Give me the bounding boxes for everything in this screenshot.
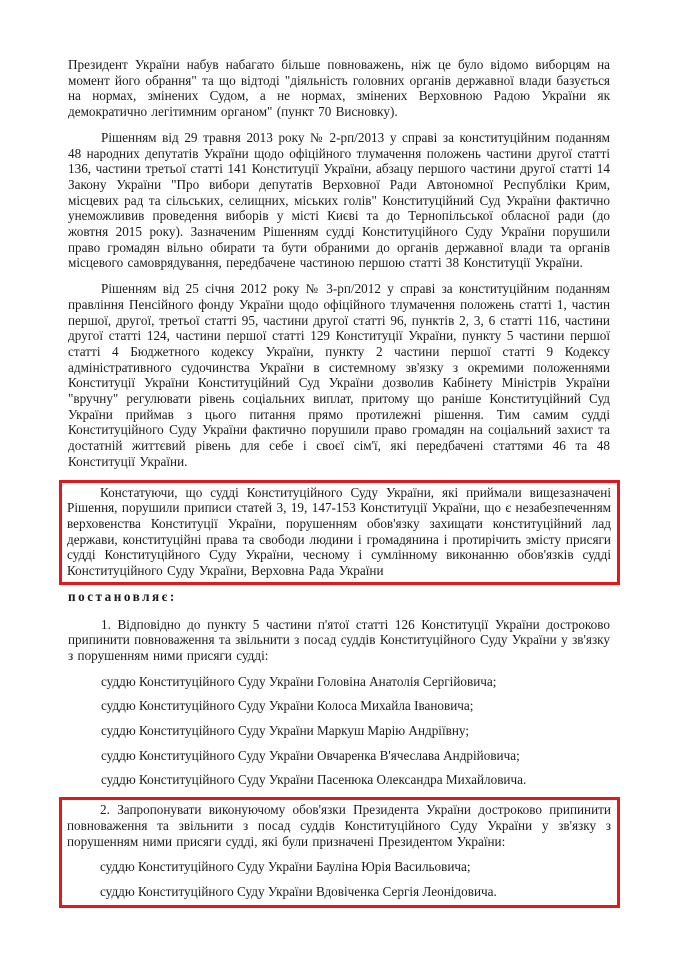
statement-paragraph: Констатуючи, що судді Конституційного Суду України, які приймали вищезазначені Рішення, порушили приписи статей 3, 19, 147-153 Конституції України, що є незабезпеченням верховенства Конституції України, порушенням обов'язку захищати конституційний лад держави, конституційні права та свободи людини і громадянина і протирічить змісту присяги судді Конституційного Суду України, чесному і сумлінному виконанню обов'язків судді Конституційного Суду України, Верховна Рада України bbox=[67, 484, 611, 579]
highlight-box-statement bbox=[59, 480, 620, 585]
resolution-item-1: 1. Відповідно до пункту 5 частини п'ятої статті 126 Конституції України достроково припинити повноваження та звільнити з посад суддів Конституційного Суду України у зв'язку з порушенням ними присяги судді: bbox=[68, 616, 610, 663]
decree-word: постановляє: bbox=[68, 588, 177, 604]
judge-line-markush: суддю Конституційного Суду України Маркуш Марію Андріївну; bbox=[101, 723, 469, 739]
judge-line-baulin: суддю Конституційного Суду України Бауліна Юрія Васильовича; bbox=[100, 859, 471, 875]
judge-line-paseniuk: суддю Конституційного Суду України Пасенюка Олександра Михайловича. bbox=[101, 772, 527, 788]
judge-line-ovcharenko: суддю Конституційного Суду України Овчаренка В'ячеслава Андрійовича; bbox=[101, 747, 520, 763]
intro-paragraph: Президент України набув набагато більше повноважень, ніж це було відомо виборцям на момент його обрання" та що відтоді "діяльність головних органів державної влади базується на нормах, змінених Судом, а не нормах, змінених Верховною Радою України як демократично легітимним органом" (пункт 70 Висновку). bbox=[68, 57, 610, 120]
decision-2012-paragraph: Рішенням від 25 січня 2012 року № 3-рп/2012 у справі за конституційним поданням правління Пенсійного фонду України щодо офіційного тлумачення положень статті 1, частин першої, другої, третьої статті 95, частини другої статті 96, пунктів 2, 3, 6 статті 116, частини другої статті 124, частини першої статті 129 Конституції України, пункту 5 частини першої статті 4 Бюджетного кодексу України, пункту 2 частини першої статті 9 Кодексу адміністративного судочинства України в системному зв'язку з окремими положеннями Конституції України Конституційний Суд України дозволив Кабінету Міністрів України "вручну" регулювати рівень соціальних виплат, притому що раніше Конституційний Суд України приймав з цього питання прямо протилежні рішення. Тим самим судді Конституційного Суду України фактично порушили право громадян на соціальний захист та достатній життєвий рівень для себе і своєї сім'ї, які передбачені статтями 46 та 48 Конституції України. bbox=[68, 281, 610, 469]
judge-line-vdovichenko: суддю Конституційного Суду України Вдовіченка Сергія Леонідовича. bbox=[100, 883, 497, 899]
resolution-item-2: 2. Запропонувати виконуючому обов'язки Президента України достроково припинити повноваження та звільнити з посад суддів Конституційного Суду України у зв'язку з порушенням ними присяги судді, які були призначені Президентом України: bbox=[67, 802, 611, 849]
decision-2013-paragraph: Рішенням від 29 травня 2013 року № 2-рп/2013 у справі за конституційним поданням 48 народних депутатів України щодо офіційного тлумачення положень частини другої статті 136, частини третьої статті 141 Конституції України, абзацу першого частини другої статті 14 Закону України "Про вибори депутатів Верховної Ради Автономної Республіки Крим, місцевих рад та сільських, селищних, міських голів" Конституційний Суд України фактично унеможливив проведення виборів у місті Києві та до Тернопільської обласної ради (до жовтня 2015 року). Зазначеним Рішенням судді Конституційного Суду України порушили право громадян вільно обирати та бути обраними до органів державної влади та органів місцевого самоврядування, передбачене частиною першою статті 38 Конституції України. bbox=[68, 129, 610, 271]
judge-line-holovin: суддю Конституційного Суду України Головіна Анатолія Сергійовича; bbox=[101, 673, 497, 689]
highlight-box-item-2 bbox=[59, 797, 620, 908]
judge-line-kolos: суддю Конституційного Суду України Колоса Михайла Івановича; bbox=[101, 698, 474, 714]
